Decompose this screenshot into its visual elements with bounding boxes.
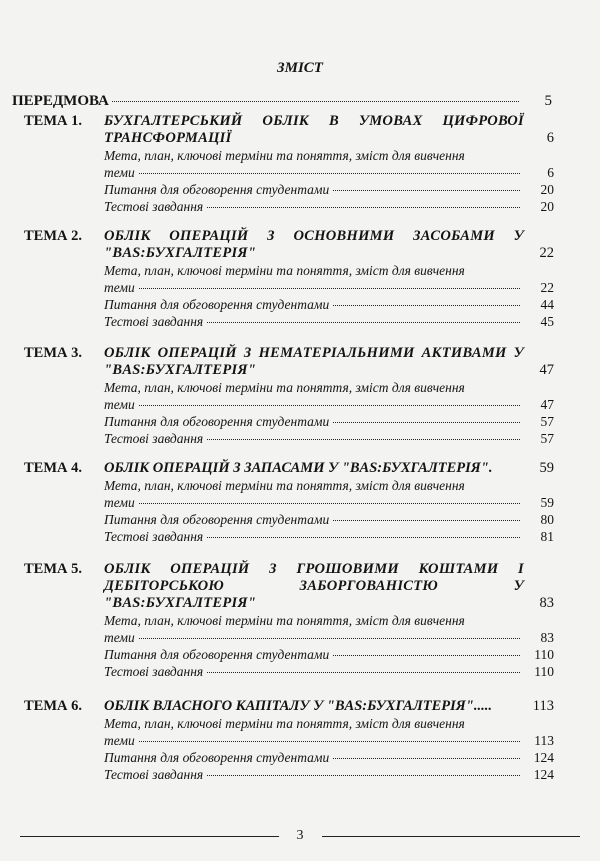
- dot-leader: [139, 288, 520, 289]
- dot-leader: [207, 439, 520, 440]
- entry-goal-text-2: теми: [104, 630, 135, 645]
- dot-leader: [333, 422, 520, 423]
- dot-leader: [112, 101, 519, 102]
- entry-tests: [104, 528, 554, 545]
- section-title: ОБЛІК ОПЕРАЦІЙ З НЕМАТЕРІАЛЬНИМИ АКТИВАМИ У "BAS:БУХГАЛТЕРІЯ": [104, 345, 524, 378]
- entry-goal-text: Мета, план, ключові терміни та поняття, зміст для вивчення: [104, 148, 465, 163]
- entry-goal: [104, 715, 554, 749]
- entry-tests: [104, 663, 554, 680]
- entry-questions: [104, 511, 554, 528]
- entry-questions-text: Питання для обговорення студентами: [104, 647, 330, 662]
- section-page: 6: [546, 130, 554, 146]
- entry-goal: [104, 612, 554, 646]
- entry-goal-text: Мета, план, ключові терміни та поняття, зміст для вивчення: [104, 478, 465, 493]
- section-page: 83: [539, 595, 554, 611]
- section-label: ТЕМА 6.: [24, 698, 82, 714]
- entry-tests: [104, 313, 554, 330]
- toc-section-4: [24, 460, 554, 545]
- dot-leader: [139, 741, 520, 742]
- entry-tests-page: 45: [540, 314, 554, 329]
- section-page: 59: [539, 460, 554, 476]
- section-title: ОБЛІК ОПЕРАЦІЙ З ГРОШОВИМИ КОШТАМИ І ДЕБІТОРСЬКОЮ ЗАБОРГОВАНІСТЮ У "BAS:БУХГАЛТЕРІЯ": [104, 561, 524, 611]
- dot-leader: [207, 537, 520, 538]
- entry-tests-text: Тестові завдання: [104, 431, 204, 446]
- entry-questions-text: Питання для обговорення студентами: [104, 182, 330, 197]
- dot-leader: [139, 173, 520, 174]
- dot-leader: [333, 305, 520, 306]
- entry-questions-page: 110: [534, 647, 554, 662]
- entry-tests-text: Тестові завдання: [104, 314, 204, 329]
- section-heading: [24, 345, 554, 379]
- section-label: ТЕМА 2.: [24, 228, 82, 244]
- entry-questions: [104, 646, 554, 663]
- entry-questions-page: 20: [540, 182, 554, 197]
- entry-goal-text-2: теми: [104, 733, 135, 748]
- entry-goal-text-2: теми: [104, 397, 135, 412]
- entry-tests-text: Тестові завдання: [104, 529, 204, 544]
- entry-questions: [104, 296, 554, 313]
- entry-questions-text: Питання для обговорення студентами: [104, 512, 330, 527]
- entry-questions: [104, 181, 554, 198]
- entry-tests-text: Тестові завдання: [104, 767, 204, 782]
- entry-goal-text: Мета, план, ключові терміни та поняття, зміст для вивчення: [104, 263, 465, 278]
- footer-rule-left: [20, 836, 279, 837]
- section-title: ОБЛІК ОПЕРАЦІЙ З ЗАПАСАМИ У "BAS:БУХГАЛТЕРІЯ".: [104, 460, 493, 476]
- entry-tests-page: 124: [533, 767, 554, 782]
- section-label: ТЕМА 3.: [24, 345, 82, 361]
- entry-tests-text: Тестові завдання: [104, 664, 204, 679]
- entry-goal-text: Мета, план, ключові терміни та поняття, зміст для вивчення: [104, 613, 465, 628]
- dot-leader: [207, 775, 520, 776]
- entry-tests: [104, 430, 554, 447]
- entry-tests-page: 110: [534, 664, 554, 679]
- entry-goal: [104, 379, 554, 413]
- section-heading: [24, 228, 554, 262]
- entry-goal-text: Мета, план, ключові терміни та поняття, зміст для вивчення: [104, 716, 465, 731]
- entry-tests-text: Тестові завдання: [104, 199, 204, 214]
- entry-questions-page: 57: [540, 414, 554, 429]
- entry-tests: [104, 198, 554, 215]
- section-heading: [24, 460, 554, 477]
- section-heading: [24, 561, 554, 612]
- entry-goal-text-2: теми: [104, 280, 135, 295]
- dot-leader: [333, 190, 520, 191]
- section-heading: [24, 698, 554, 715]
- entry-goal-text-2: теми: [104, 495, 135, 510]
- entry-goal-page: 6: [547, 165, 554, 180]
- section-page: 47: [539, 362, 554, 378]
- entry-goal-page: 83: [540, 630, 554, 645]
- preface-page: 5: [544, 93, 552, 109]
- dot-leader: [139, 405, 520, 406]
- section-page: 113: [532, 698, 554, 714]
- preface-entry: [12, 93, 552, 110]
- entry-questions-text: Питання для обговорення студентами: [104, 297, 330, 312]
- section-title: ОБЛІК ОПЕРАЦІЙ З ОСНОВНИМИ ЗАСОБАМИ У "BAS:БУХГАЛТЕРІЯ": [104, 228, 524, 261]
- toc-section-5: [24, 561, 554, 680]
- entry-goal-page: 113: [534, 733, 554, 748]
- toc-section-3: [24, 345, 554, 447]
- entry-goal-page: 59: [540, 495, 554, 510]
- section-label: ТЕМА 5.: [24, 561, 82, 577]
- entry-goal-page: 22: [540, 280, 554, 295]
- section-title: ОБЛІК ВЛАСНОГО КАПІТАЛУ У "BAS:БУХГАЛТЕРІЯ".....: [104, 698, 492, 714]
- entry-tests-page: 57: [540, 431, 554, 446]
- toc-section-6: [24, 698, 554, 783]
- section-page: 22: [539, 245, 554, 261]
- entry-goal: [104, 262, 554, 296]
- entry-goal-text-2: теми: [104, 165, 135, 180]
- footer-rule-right: [322, 836, 581, 837]
- entry-questions-page: 44: [540, 297, 554, 312]
- section-label: ТЕМА 4.: [24, 460, 82, 476]
- entry-tests-page: 20: [540, 199, 554, 214]
- entry-goal-text: Мета, план, ключові терміни та поняття, зміст для вивчення: [104, 380, 465, 395]
- entry-questions-page: 80: [540, 512, 554, 527]
- section-title: БУХГАЛТЕРСЬКИЙ ОБЛІК В УМОВАХ ЦИФРОВОЇ ТРАНСФОРМАЦІЇ: [104, 113, 524, 146]
- toc-section-1: [24, 113, 554, 215]
- dot-leader: [207, 672, 520, 673]
- entry-tests: [104, 766, 554, 783]
- dot-leader: [333, 520, 520, 521]
- section-label: ТЕМА 1.: [24, 113, 82, 129]
- entry-questions-text: Питання для обговорення студентами: [104, 414, 330, 429]
- page-number: 3: [296, 828, 304, 843]
- dot-leader: [207, 322, 520, 323]
- page-footer: [20, 828, 580, 844]
- dot-leader: [207, 207, 520, 208]
- entry-questions: [104, 749, 554, 766]
- page-title: ЗМІСТ: [277, 60, 323, 76]
- entry-goal: [104, 147, 554, 181]
- dot-leader: [333, 655, 520, 656]
- dot-leader: [139, 503, 520, 504]
- entry-tests-page: 81: [540, 529, 554, 544]
- section-heading: [24, 113, 554, 147]
- entry-questions: [104, 413, 554, 430]
- entry-goal: [104, 477, 554, 511]
- entry-questions-page: 124: [533, 750, 554, 765]
- dot-leader: [139, 638, 520, 639]
- entry-goal-page: 47: [540, 397, 554, 412]
- preface-label: ПЕРЕДМОВА: [12, 93, 109, 109]
- entry-questions-text: Питання для обговорення студентами: [104, 750, 330, 765]
- dot-leader: [333, 758, 520, 759]
- toc-section-2: [24, 228, 554, 330]
